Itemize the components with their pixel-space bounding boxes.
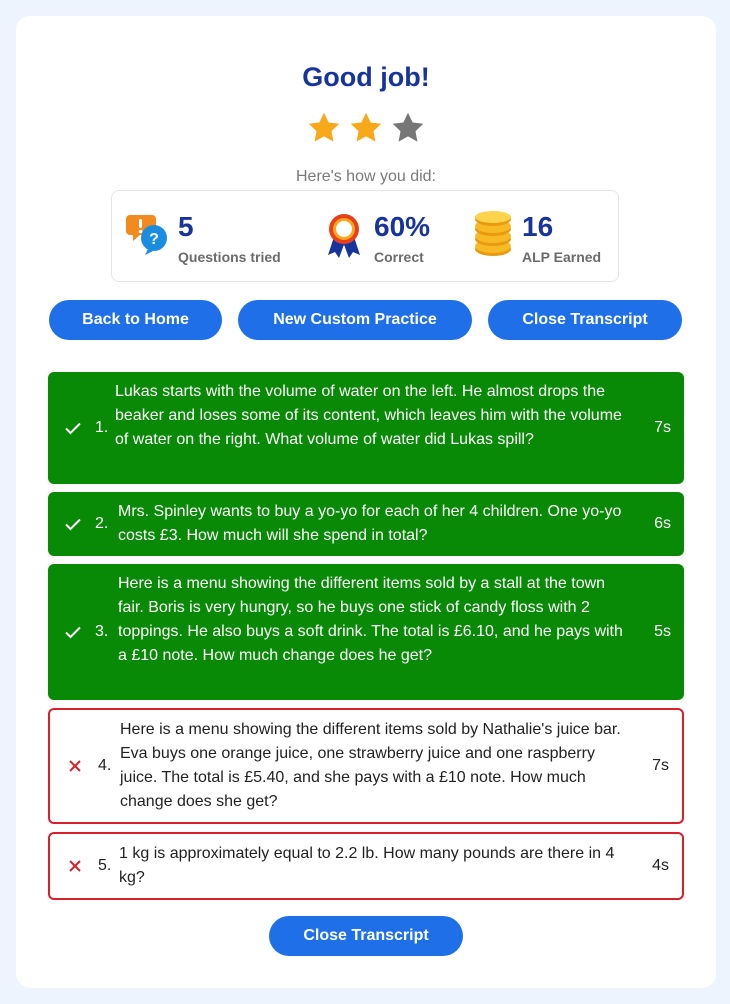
cross-icon (66, 757, 84, 775)
speech-bubbles-icon (126, 211, 170, 257)
question-text: Lukas starts with the volume of water on the left. He almost drops the beaker and loses some of its content, which leaves him with the volume of water on the right. What volume of water did Lukas spill? (115, 383, 622, 448)
stat-label: ALP Earned (522, 249, 602, 265)
question-row[interactable] (48, 708, 684, 824)
cross-icon (66, 857, 84, 875)
results-card (16, 16, 716, 988)
question-text: Here is a menu showing the different items sold by Nathalie's juice bar. Eva buys one orange juice, one strawberry juice and one raspberry juice. The total is £5.40, and she pays with a £10 note. How much change does she get? (120, 721, 621, 810)
question-time: 7s (654, 419, 671, 436)
back-to-home-button[interactable]: Back to Home (49, 300, 222, 340)
new-custom-practice-button[interactable]: New Custom Practice (238, 300, 472, 340)
question-row[interactable] (48, 564, 684, 700)
checkmark-icon (64, 623, 82, 641)
question-text: Mrs. Spinley wants to buy a yo-yo for each of her 4 children. One yo-yo costs £3. How much will she spend in total? (118, 503, 622, 544)
question-time: 5s (654, 623, 671, 640)
star-filled-icon (306, 110, 342, 146)
award-ribbon-icon (326, 211, 362, 259)
question-text: 1 kg is approximately equal to 2.2 lb. How many pounds are there in 4 kg? (119, 845, 615, 886)
stat-correct (326, 191, 446, 283)
question-number: 4. (98, 757, 112, 774)
question-row[interactable] (48, 492, 684, 556)
svg-text:?: ? (149, 231, 159, 248)
stat-label: Correct (374, 249, 424, 265)
summary-subtitle: Here's how you did: (295, 168, 436, 185)
page-title: Good job! (302, 62, 430, 92)
stat-value: 5 (178, 211, 194, 242)
checkmark-icon (64, 419, 82, 437)
star-filled-icon (348, 110, 384, 146)
question-text: Here is a menu showing the different items sold by a stall at the town fair. Boris is very hungry, so he buys one stick of candy floss with 2 toppings. He also buys a soft drink. The total is £6.10, and he pays with a £10 note. How much change does he get? (118, 575, 623, 664)
stat-alp-earned (474, 191, 614, 283)
stat-questions-tried (126, 191, 296, 283)
question-number: 5. (98, 857, 112, 874)
stat-label: Questions tried (178, 249, 281, 265)
close-transcript-button[interactable]: Close Transcript (488, 300, 682, 340)
star-rating (16, 110, 716, 146)
question-time: 4s (652, 857, 669, 874)
question-row[interactable] (48, 832, 684, 900)
stats-panel (111, 190, 619, 282)
question-number: 1. (95, 419, 109, 436)
checkmark-icon (64, 515, 82, 533)
close-transcript-bottom-button[interactable]: Close Transcript (269, 916, 463, 956)
stat-value: 60% (374, 211, 431, 242)
stat-value: 16 (522, 211, 554, 242)
question-time: 6s (654, 515, 671, 532)
star-empty-icon (390, 110, 426, 146)
coin-stack-icon (474, 211, 512, 257)
question-number: 2. (95, 515, 109, 532)
question-time: 7s (652, 757, 669, 774)
question-row[interactable] (48, 372, 684, 484)
question-number: 3. (95, 623, 109, 640)
